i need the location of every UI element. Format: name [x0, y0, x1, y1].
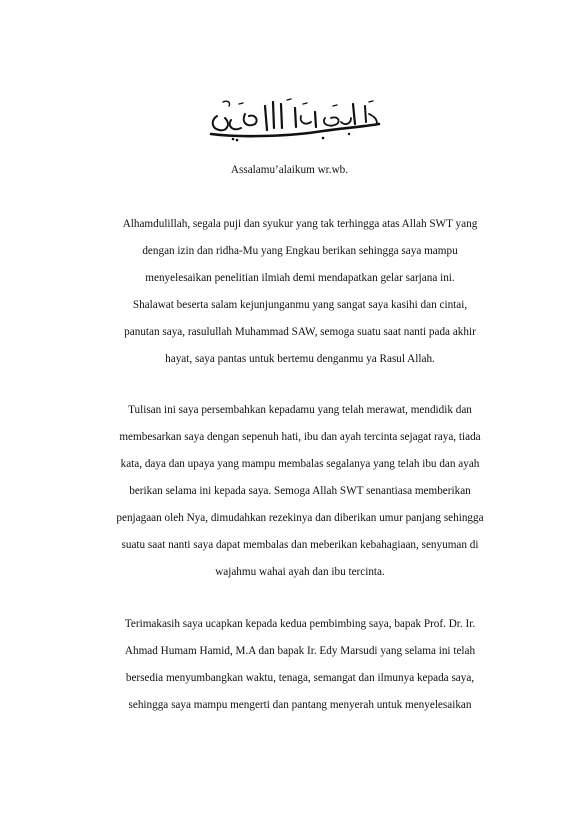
paragraph-line: sehingga saya mampu mengerti dan pantang menyerah untuk menyelesaikan: [128, 699, 472, 711]
paragraph-dedication-parents: [100, 397, 500, 586]
paragraph-line: Alhamdulillah, segala puji dan syukur yang tak terhingga atas Allah SWT yang: [122, 218, 478, 230]
paragraph-line: panutan saya, rasulullah Muhammad SAW, semoga suatu saat nanti pada akhir: [124, 326, 476, 338]
paragraph-line: Ahmad Humam Hamid, M.A dan bapak Ir. Edy Marsudi yang selama ini telah: [124, 645, 476, 657]
greeting-line: Assalamu’alaikum wr.wb.: [230, 164, 349, 176]
paragraph-line: Terimakasih saya ucapkan kepada kedua pembimbing saya, bapak Prof. Dr. Ir.: [124, 618, 476, 630]
paragraph-line: membesarkan saya dengan sepenuh hati, ibu dan ayah tercinta sejagat raya, tiada: [119, 431, 481, 443]
paragraph-line: hayat, saya pantas untuk bertemu denganmu ya Rasul Allah.: [165, 353, 435, 365]
paragraph-line: Tulisan ini saya persembahkan kepadamu yang telah merawat, mendidik dan: [128, 404, 472, 416]
paragraph-line: dengan izin dan ridha-Mu yang Engkau berikan sehingga saya mampu: [142, 245, 458, 257]
paragraph-line: suatu saat nanti saya dapat membalas dan meberikan kebahagiaan, senyuman di: [121, 539, 479, 551]
basmala-calligraphy-image: [203, 94, 385, 144]
paragraph-line: menyelesaikan penelitian ilmiah demi mendapatkan gelar sarjana ini.: [145, 272, 455, 284]
paragraph-line: berikan selama ini kepada saya. Semoga Allah SWT senantiasa memberikan: [129, 485, 471, 497]
basmala-calligraphy: [203, 94, 385, 144]
paragraph-line: Shalawat beserta salam kejunjunganmu yang sangat saya kasihi dan cintai,: [132, 299, 468, 311]
paragraph-thanks-supervisors: [100, 611, 500, 719]
paragraph-line: wajahmu wahai ayah dan ibu tercinta.: [215, 566, 385, 578]
paragraph-line: kata, daya dan upaya yang mampu membalas segalanya yang telah ibu dan ayah: [120, 458, 480, 470]
paragraph-line: penjagaan oleh Nya, dimudahkan rezekinya dan diberikan umur panjang sehingga: [116, 512, 484, 524]
paragraph-line: bersedia menyumbangkan waktu, tenaga, semangat dan ilmunya kepada saya,: [125, 672, 475, 684]
paragraph-gratitude: [100, 211, 500, 373]
